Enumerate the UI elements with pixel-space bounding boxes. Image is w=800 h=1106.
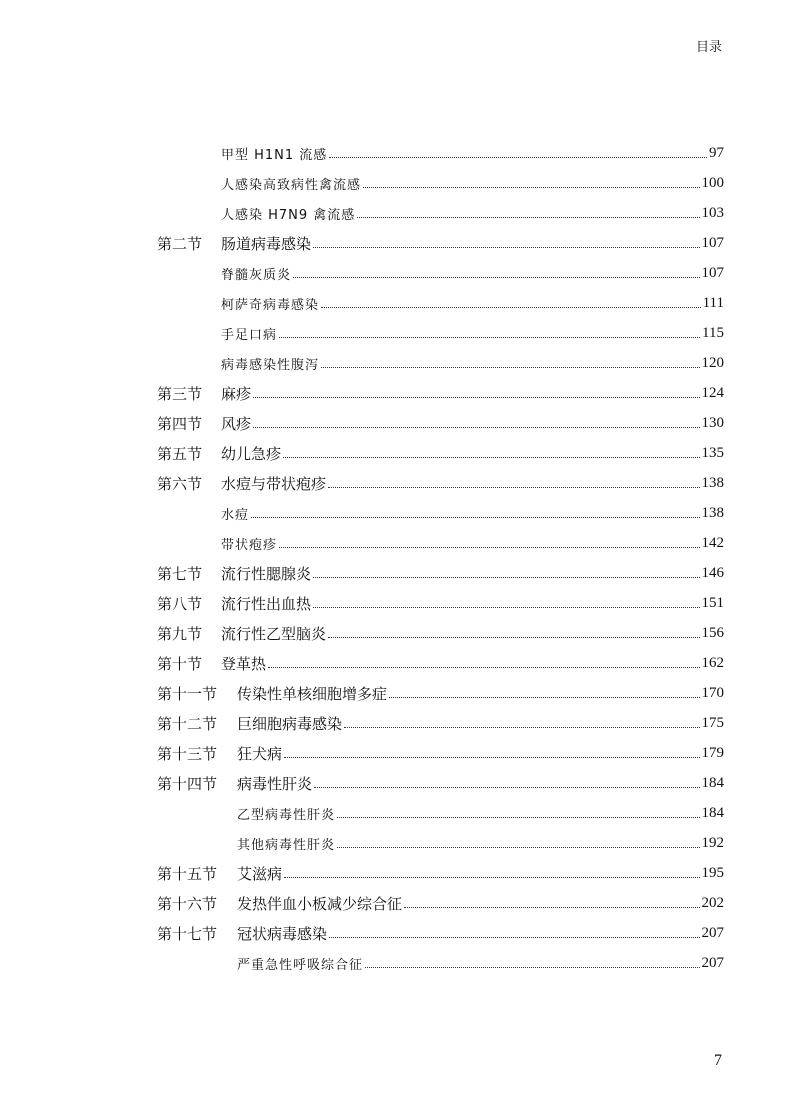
entry-page-number: 195 bbox=[701, 864, 724, 881]
toc-entry bbox=[221, 348, 724, 378]
toc-entry bbox=[237, 798, 724, 828]
toc-entry bbox=[221, 498, 724, 528]
dot-leader bbox=[328, 637, 699, 638]
dot-leader bbox=[279, 337, 700, 338]
section-number: 第二节 bbox=[157, 236, 203, 253]
entry-title: 风疹 bbox=[221, 416, 252, 433]
entry-title: 巨细胞病毒感染 bbox=[237, 716, 343, 733]
entry-title: 冠状病毒感染 bbox=[237, 926, 328, 943]
dot-leader bbox=[313, 607, 699, 608]
section-number: 第十一节 bbox=[157, 686, 218, 703]
dot-leader bbox=[363, 187, 699, 188]
entry-page-number: 162 bbox=[701, 654, 724, 671]
toc-entry bbox=[237, 828, 724, 858]
entry-title: 带状疱疹 bbox=[221, 537, 278, 553]
page-number: 7 bbox=[714, 1052, 722, 1069]
entry-title: 流行性腮腺炎 bbox=[221, 566, 312, 583]
section-number: 第十三节 bbox=[157, 746, 218, 763]
dot-leader bbox=[337, 817, 699, 818]
entry-title: 手足口病 bbox=[221, 327, 278, 343]
toc-entry bbox=[221, 528, 724, 558]
entry-title: 发热伴血小板减少综合征 bbox=[237, 896, 403, 913]
dot-leader bbox=[357, 217, 699, 218]
toc-entry bbox=[157, 708, 724, 738]
entry-title: 狂犬病 bbox=[237, 746, 283, 763]
dot-leader bbox=[251, 517, 699, 518]
section-number: 第九节 bbox=[157, 626, 203, 643]
toc-entry bbox=[157, 678, 724, 708]
entry-page-number: 107 bbox=[701, 234, 724, 251]
entry-title: 水痘 bbox=[221, 507, 250, 523]
entry-page-number: 97 bbox=[709, 144, 724, 161]
dot-leader bbox=[293, 277, 699, 278]
section-number: 第六节 bbox=[157, 476, 203, 493]
section-number: 第十七节 bbox=[157, 926, 218, 943]
entry-title: 流行性出血热 bbox=[221, 596, 312, 613]
entry-title: 病毒感染性腹泻 bbox=[221, 357, 320, 373]
entry-title: 严重急性呼吸综合征 bbox=[237, 957, 364, 973]
entry-page-number: 115 bbox=[702, 324, 724, 341]
dot-leader bbox=[321, 307, 701, 308]
dot-leader bbox=[313, 247, 699, 248]
toc-entry bbox=[157, 738, 724, 768]
entry-title: 甲型 H1N1 流感 bbox=[221, 147, 328, 163]
entry-page-number: 175 bbox=[701, 714, 724, 731]
toc-entry bbox=[221, 168, 724, 198]
entry-page-number: 151 bbox=[701, 594, 724, 611]
toc-entry bbox=[237, 948, 724, 978]
entry-page-number: 170 bbox=[701, 684, 724, 701]
entry-page-number: 179 bbox=[701, 744, 724, 761]
section-number: 第五节 bbox=[157, 446, 203, 463]
entry-title: 流行性乙型脑炎 bbox=[221, 626, 327, 643]
entry-page-number: 142 bbox=[701, 534, 724, 551]
section-number: 第十四节 bbox=[157, 776, 218, 793]
dot-leader bbox=[279, 547, 699, 548]
dot-leader bbox=[313, 577, 699, 578]
entry-title: 其他病毒性肝炎 bbox=[237, 837, 336, 853]
dot-leader bbox=[337, 847, 699, 848]
section-number: 第七节 bbox=[157, 566, 203, 583]
toc-entry bbox=[157, 378, 724, 408]
entry-title: 脊髓灰质炎 bbox=[221, 267, 292, 283]
dot-leader bbox=[404, 907, 699, 908]
toc-entry bbox=[221, 138, 724, 168]
section-number: 第四节 bbox=[157, 416, 203, 433]
entry-title: 登革热 bbox=[221, 656, 267, 673]
entry-page-number: 138 bbox=[701, 504, 724, 521]
entry-page-number: 146 bbox=[701, 564, 724, 581]
toc-entry bbox=[157, 468, 724, 498]
dot-leader bbox=[253, 427, 699, 428]
toc-entry bbox=[157, 408, 724, 438]
entry-title: 艾滋病 bbox=[237, 866, 283, 883]
entry-page-number: 156 bbox=[701, 624, 724, 641]
running-header: 目录 bbox=[695, 40, 722, 55]
entry-title: 病毒性肝炎 bbox=[237, 776, 313, 793]
dot-leader bbox=[321, 367, 699, 368]
dot-leader bbox=[283, 457, 699, 458]
entry-title: 麻疹 bbox=[221, 386, 252, 403]
entry-page-number: 107 bbox=[701, 264, 724, 281]
entry-title: 人感染高致病性禽流感 bbox=[221, 177, 362, 193]
entry-title: 水痘与带状疱疹 bbox=[221, 476, 327, 493]
section-number: 第十六节 bbox=[157, 896, 218, 913]
section-number: 第十五节 bbox=[157, 866, 218, 883]
entry-page-number: 192 bbox=[701, 834, 724, 851]
entry-page-number: 207 bbox=[701, 954, 724, 971]
section-number: 第十二节 bbox=[157, 716, 218, 733]
entry-page-number: 111 bbox=[702, 294, 724, 311]
entry-page-number: 135 bbox=[701, 444, 724, 461]
toc-entry bbox=[221, 288, 724, 318]
entry-title: 传染性单核细胞增多症 bbox=[237, 686, 388, 703]
dot-leader bbox=[329, 937, 699, 938]
entry-page-number: 124 bbox=[701, 384, 724, 401]
toc-entry bbox=[157, 858, 724, 888]
toc-entry bbox=[157, 588, 724, 618]
entry-page-number: 103 bbox=[701, 204, 724, 221]
dot-leader bbox=[284, 757, 699, 758]
toc-entry bbox=[221, 318, 724, 348]
dot-leader bbox=[314, 787, 699, 788]
dot-leader bbox=[253, 397, 699, 398]
entry-page-number: 130 bbox=[701, 414, 724, 431]
entry-title: 乙型病毒性肝炎 bbox=[237, 807, 336, 823]
entry-title: 肠道病毒感染 bbox=[221, 236, 312, 253]
entry-title: 柯萨奇病毒感染 bbox=[221, 297, 320, 313]
dot-leader bbox=[389, 697, 699, 698]
toc-entry bbox=[221, 198, 724, 228]
entry-page-number: 184 bbox=[701, 804, 724, 821]
dot-leader bbox=[328, 487, 699, 488]
toc-entry bbox=[157, 918, 724, 948]
entry-page-number: 138 bbox=[701, 474, 724, 491]
dot-leader bbox=[344, 727, 699, 728]
toc-entry bbox=[157, 888, 724, 918]
entry-page-number: 100 bbox=[701, 174, 724, 191]
entry-page-number: 184 bbox=[701, 774, 724, 791]
toc-entry bbox=[221, 258, 724, 288]
entry-title: 人感染 H7N9 禽流感 bbox=[221, 207, 356, 223]
dot-leader bbox=[329, 157, 707, 158]
section-number: 第三节 bbox=[157, 386, 203, 403]
entry-page-number: 207 bbox=[701, 924, 724, 941]
toc-entry bbox=[157, 228, 724, 258]
toc-entry bbox=[157, 618, 724, 648]
toc-entry bbox=[157, 438, 724, 468]
section-number: 第十节 bbox=[157, 656, 203, 673]
entry-title: 幼儿急疹 bbox=[221, 446, 282, 463]
entry-page-number: 202 bbox=[701, 894, 724, 911]
dot-leader bbox=[268, 667, 699, 668]
dot-leader bbox=[284, 877, 699, 878]
section-number: 第八节 bbox=[157, 596, 203, 613]
toc-entry bbox=[157, 768, 724, 798]
dot-leader bbox=[365, 967, 699, 968]
toc-entry bbox=[157, 648, 724, 678]
toc-entry bbox=[157, 558, 724, 588]
entry-page-number: 120 bbox=[701, 354, 724, 371]
